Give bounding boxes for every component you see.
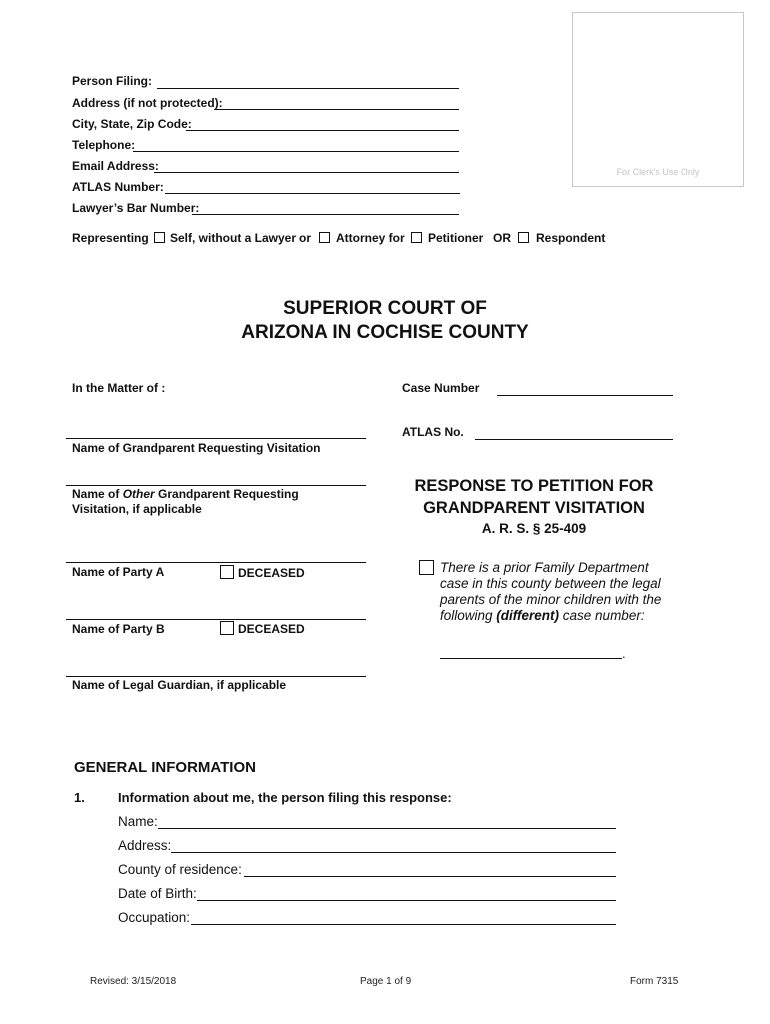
item-number: 1. — [74, 790, 85, 805]
general-info-heading: GENERAL INFORMATION — [74, 759, 256, 776]
party-a-field[interactable] — [66, 562, 366, 563]
occupation-label: Occupation: — [118, 910, 191, 925]
address-label: Address (if not protected): — [72, 96, 223, 110]
other-grandparent-label: Name of Other Grandparent Requesting — [72, 487, 299, 501]
occupation-field[interactable] — [191, 924, 616, 925]
petitioner-checkbox[interactable] — [411, 232, 422, 243]
court-title-line1: SUPERIOR COURT OF — [283, 298, 487, 319]
person-filing-field[interactable] — [157, 88, 459, 89]
footer-form: Form 7315 — [630, 976, 679, 987]
dob-field[interactable] — [197, 900, 616, 901]
telephone-label: Telephone: — [72, 138, 136, 152]
in-the-matter-label: In the Matter of : — [72, 381, 166, 395]
address-field-2[interactable] — [171, 852, 616, 853]
address-field[interactable] — [214, 109, 459, 110]
other-grandparent-label-line2: Visitation, if applicable — [72, 502, 202, 516]
atlas-number-field[interactable] — [165, 193, 460, 194]
footer-page: Page 1 of 9 — [360, 976, 412, 987]
petitioner-label: Petitioner — [428, 231, 484, 245]
address-label-2: Address: — [118, 838, 172, 853]
prior-case-text: There is a prior Family Department case in this county between the legal parents of the minor children with the following (different) case number: — [440, 560, 662, 623]
respondent-checkbox[interactable] — [518, 232, 529, 243]
party-b-label: Name of Party B — [72, 622, 165, 636]
respondent-label: Respondent — [536, 231, 606, 245]
city-state-zip-field[interactable] — [186, 130, 459, 131]
item-heading: Information about me, the person filing this response: — [118, 790, 452, 805]
clerk-use-label: For Clerk’s Use Only — [616, 167, 700, 177]
dob-label: Date of Birth: — [118, 886, 197, 901]
name-label: Name: — [118, 814, 158, 829]
party-a-deceased-checkbox[interactable] — [220, 565, 234, 579]
document-title-line1: RESPONSE TO PETITION FOR — [414, 477, 654, 495]
name-field[interactable] — [158, 828, 616, 829]
court-title-line2: ARIZONA IN COCHISE COUNTY — [241, 322, 529, 343]
clerk-use-box — [572, 12, 744, 187]
footer-revised: Revised: 3/15/2018 — [90, 976, 177, 987]
party-a-label: Name of Party A — [72, 565, 165, 579]
prior-case-period: . — [622, 646, 626, 661]
bar-number-label: Lawyer’s Bar Number: — [72, 201, 200, 215]
email-label: Email Address: — [72, 159, 159, 173]
statute-reference: A. R. S. § 25-409 — [481, 521, 587, 536]
self-checkbox[interactable] — [154, 232, 165, 243]
legal-guardian-field[interactable] — [66, 676, 366, 677]
atlas-no-label: ATLAS No. — [402, 425, 464, 439]
email-field[interactable] — [154, 172, 459, 173]
representing-label: Representing — [72, 231, 149, 245]
self-label: Self, without a Lawyer — [170, 231, 297, 245]
attorney-checkbox[interactable] — [319, 232, 330, 243]
county-label: County of residence: — [118, 862, 242, 877]
legal-guardian-label: Name of Legal Guardian, if applicable — [72, 678, 287, 692]
prior-case-checkbox[interactable] — [419, 560, 434, 575]
document-title-line2: GRANDPARENT VISITATION — [423, 499, 645, 517]
prior-case-number-field[interactable] — [440, 658, 622, 659]
case-number-field[interactable] — [497, 395, 673, 396]
other-grandparent-field[interactable] — [66, 485, 366, 486]
grandparent-name-label: Name of Grandparent Requesting Visitation — [72, 441, 321, 455]
person-filing-label: Person Filing: — [72, 74, 153, 88]
atlas-no-field[interactable] — [475, 439, 673, 440]
bar-number-field[interactable] — [192, 214, 459, 215]
grandparent-name-field[interactable] — [66, 438, 366, 439]
city-state-zip-label: City, State, Zip Code: — [72, 117, 192, 131]
party-b-deceased-checkbox[interactable] — [220, 621, 234, 635]
party-b-deceased-label: DECEASED — [238, 622, 305, 636]
attorney-for-label: Attorney for — [336, 231, 405, 245]
telephone-field[interactable] — [133, 151, 459, 152]
party-b-field[interactable] — [66, 619, 366, 620]
atlas-number-label: ATLAS Number: — [72, 180, 164, 194]
party-a-deceased-label: DECEASED — [238, 566, 305, 580]
county-field[interactable] — [244, 876, 616, 877]
case-number-label: Case Number — [402, 381, 480, 395]
or-label: or — [299, 231, 311, 245]
or-caps-label: OR — [493, 231, 511, 245]
